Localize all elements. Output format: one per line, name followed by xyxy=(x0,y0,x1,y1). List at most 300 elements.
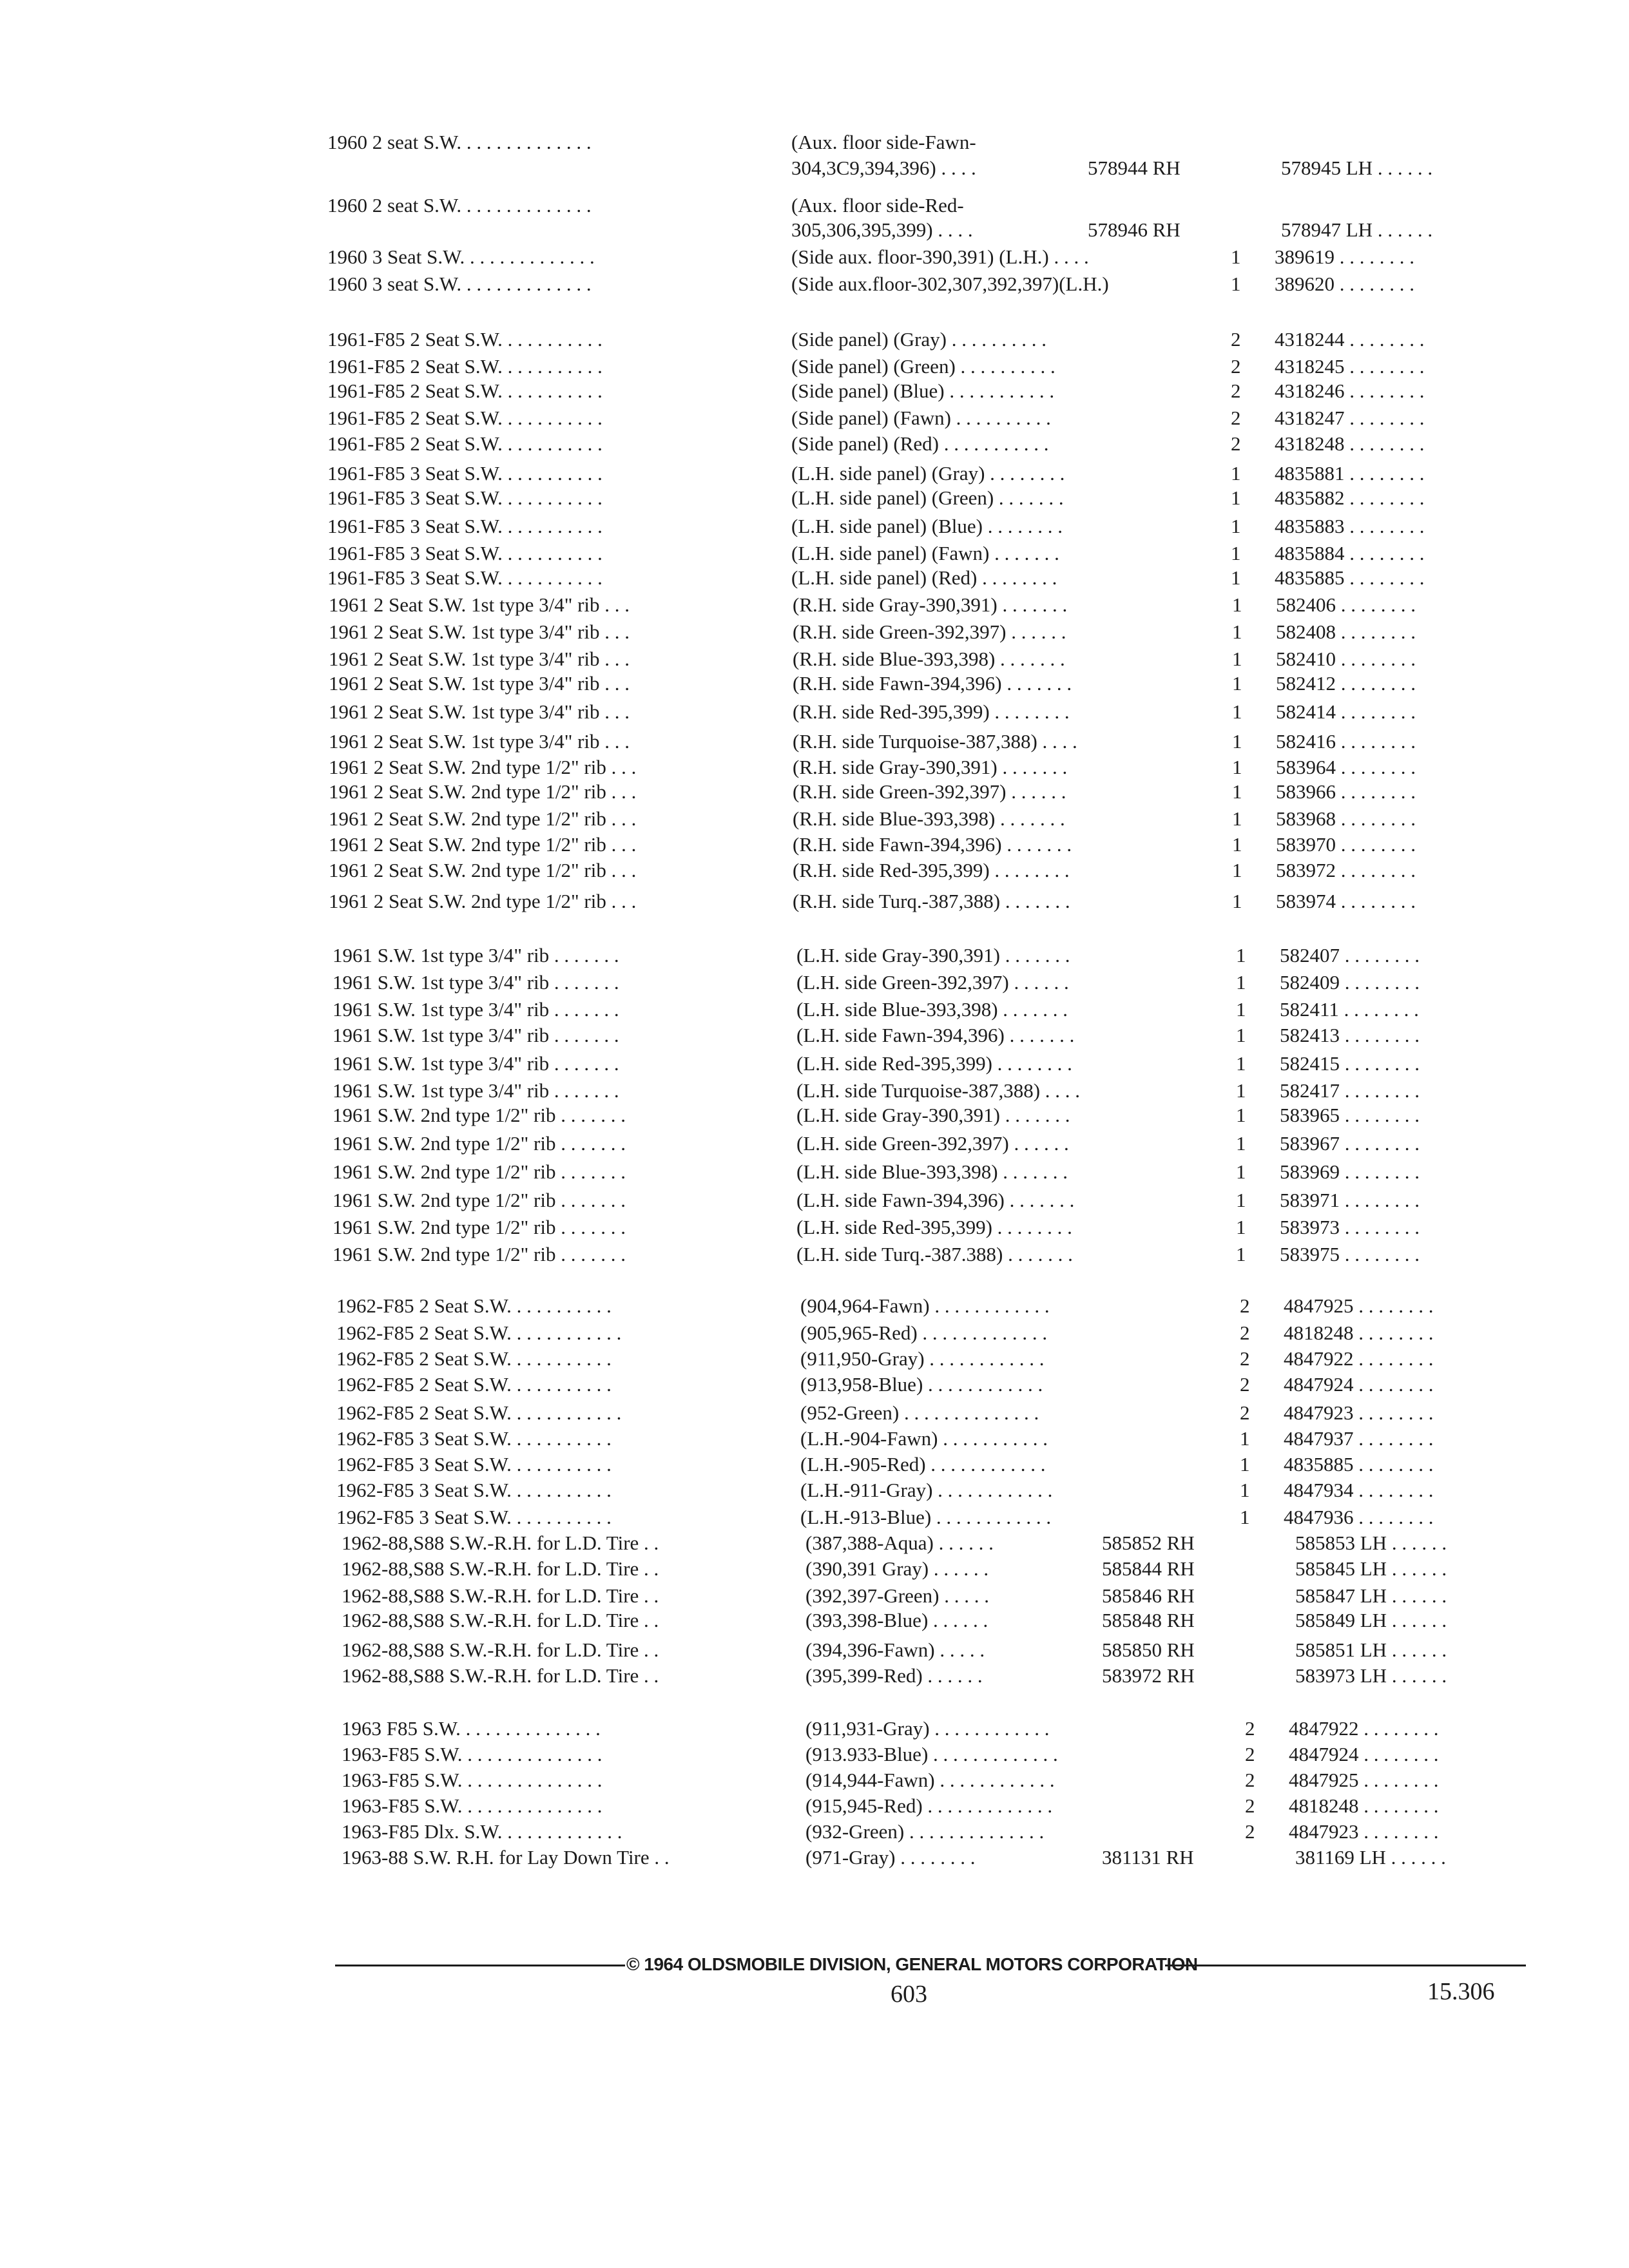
quantity: 1 xyxy=(1232,730,1242,753)
quantity: 1 xyxy=(1231,515,1241,537)
model-name: 1961 2 Seat S.W. 1st type 3/4" rib . . . xyxy=(329,593,630,616)
quantity: 1 xyxy=(1232,807,1242,830)
model-name: 1961-F85 3 Seat S.W. . . . . . . . . . . xyxy=(327,486,602,509)
part-description: (R.H. side Blue-393,398) . . . . . . . xyxy=(793,648,1065,670)
parts-row xyxy=(14,1818,1629,1845)
parts-row xyxy=(1,805,1629,832)
parts-row xyxy=(1,888,1629,915)
parts-row xyxy=(9,1293,1629,1320)
quantity: 2 xyxy=(1231,328,1241,351)
part-number: 582415 . . . . . . . . xyxy=(1280,1052,1420,1075)
part-description: (392,397-Green) . . . . . xyxy=(805,1584,989,1607)
quantity: 1 xyxy=(1236,1052,1246,1075)
parts-row xyxy=(5,1158,1629,1186)
model-name: 1963 F85 S.W. . . . . . . . . . . . . . . xyxy=(342,1717,601,1740)
parts-row xyxy=(1,754,1629,781)
lh-part-number: 583973 LH . . . . . . xyxy=(1295,1664,1447,1687)
part-description: (L.H. side Green-392,397) . . . . . . xyxy=(796,1132,1069,1155)
part-description: (L.H. side Turquoise-387,388) . . . . xyxy=(796,1079,1081,1102)
part-description: (R.H. side Gray-390,391) . . . . . . . xyxy=(793,756,1068,778)
part-number: 4318246 . . . . . . . . xyxy=(1275,380,1425,402)
part-number: 4847922 . . . . . . . . xyxy=(1289,1717,1439,1740)
parts-row xyxy=(14,1555,1629,1582)
quantity: 2 xyxy=(1231,407,1241,429)
part-description: (L.H. side Gray-390,391) . . . . . . . xyxy=(796,944,1070,966)
quantity: 2 xyxy=(1240,1347,1250,1370)
part-number: 4818248 . . . . . . . . xyxy=(1284,1321,1434,1344)
part-description: (911,950-Gray) . . . . . . . . . . . . xyxy=(800,1347,1045,1370)
quantity: 1 xyxy=(1232,756,1242,778)
part-number: 582407 . . . . . . . . xyxy=(1280,944,1420,966)
parts-row xyxy=(0,540,1629,567)
parts-row xyxy=(5,996,1629,1023)
part-description: (395,399-Red) . . . . . . xyxy=(805,1664,983,1687)
rh-part-number: 381131 RH xyxy=(1102,1846,1194,1869)
part-description: (952-Green) . . . . . . . . . . . . . . xyxy=(800,1401,1039,1424)
model-name: 1962-F85 3 Seat S.W. . . . . . . . . . . xyxy=(336,1479,612,1501)
parts-row xyxy=(5,1241,1629,1268)
part-number: 4847934 . . . . . . . . xyxy=(1284,1479,1434,1501)
quantity: 1 xyxy=(1236,1160,1246,1183)
model-name: 1960 3 seat S.W. . . . . . . . . . . . . . xyxy=(327,273,592,295)
quantity: 1 xyxy=(1240,1453,1250,1475)
parts-row xyxy=(1,646,1629,673)
part-description: (L.H.-913-Blue) . . . . . . . . . . . . xyxy=(800,1506,1052,1528)
parts-row xyxy=(0,155,1629,182)
part-number: 4818248 . . . . . . . . xyxy=(1289,1794,1439,1817)
part-description: (913.933-Blue) . . . . . . . . . . . . . xyxy=(805,1743,1058,1765)
model-name: 1962-F85 2 Seat S.W. . . . . . . . . . . . xyxy=(336,1401,622,1424)
quantity: 1 xyxy=(1236,1216,1246,1238)
part-number: 4847922 . . . . . . . . xyxy=(1284,1347,1434,1370)
parts-row xyxy=(1,619,1629,646)
quantity: 2 xyxy=(1240,1401,1250,1424)
parts-row xyxy=(0,485,1629,512)
part-description: (L.H. side Turq.-387.388) . . . . . . . xyxy=(796,1243,1073,1265)
model-name: 1961-F85 3 Seat S.W. . . . . . . . . . . xyxy=(327,566,602,589)
model-name: 1961 S.W. 1st type 3/4" rib . . . . . . . xyxy=(333,1079,619,1102)
quantity: 1 xyxy=(1236,1189,1246,1211)
model-name: 1962-F85 2 Seat S.W. . . . . . . . . . . . xyxy=(336,1321,622,1344)
quantity: 1 xyxy=(1232,648,1242,670)
rh-part-number: 578944 RH xyxy=(1088,157,1181,179)
part-description: (L.H. side panel) (Fawn) . . . . . . . xyxy=(791,542,1059,564)
lh-part-number: 585845 LH . . . . . . xyxy=(1295,1557,1447,1580)
part-number: 582410 . . . . . . . . xyxy=(1276,648,1416,670)
model-name: 1961 S.W. 2nd type 1/2" rib . . . . . . . xyxy=(333,1160,626,1183)
footer-copyright: © 1964 OLDSMOBILE DIVISION, GENERAL MOTORS CORPORATION xyxy=(626,1954,1198,1974)
rh-part-number: 585844 RH xyxy=(1102,1557,1195,1580)
model-name: 1961 2 Seat S.W. 2nd type 1/2" rib . . . xyxy=(329,756,637,778)
model-name: 1962-88,S88 S.W.-R.H. for L.D. Tire . . xyxy=(342,1557,659,1580)
model-name: 1960 2 seat S.W. . . . . . . . . . . . . . xyxy=(327,194,592,216)
quantity: 1 xyxy=(1232,780,1242,803)
part-description: (Side aux.floor-302,307,392,397)(L.H.) xyxy=(791,273,1109,295)
part-description: (393,398-Blue) . . . . . . xyxy=(805,1609,988,1631)
model-name: 1962-F85 2 Seat S.W. . . . . . . . . . . xyxy=(336,1347,612,1370)
part-number: 4318247 . . . . . . . . xyxy=(1275,407,1425,429)
model-name: 1962-F85 2 Seat S.W. . . . . . . . . . . xyxy=(336,1294,612,1317)
part-number: 583974 . . . . . . . . xyxy=(1276,890,1416,912)
model-name: 1962-88,S88 S.W.-R.H. for L.D. Tire . . xyxy=(342,1664,659,1687)
part-number: 4847924 . . . . . . . . xyxy=(1289,1743,1439,1765)
parts-row xyxy=(14,1844,1629,1871)
part-description: (390,391 Gray) . . . . . . xyxy=(805,1557,989,1580)
rh-part-number: 585852 RH xyxy=(1102,1532,1195,1554)
model-name: 1963-F85 S.W. . . . . . . . . . . . . . . xyxy=(342,1769,602,1791)
part-number: 583969 . . . . . . . . xyxy=(1280,1160,1420,1183)
part-number: 583966 . . . . . . . . xyxy=(1276,780,1416,803)
quantity: 1 xyxy=(1236,944,1246,966)
quantity: 1 xyxy=(1232,700,1242,723)
quantity: 1 xyxy=(1232,833,1242,856)
quantity: 1 xyxy=(1240,1479,1250,1501)
footer-rule-right xyxy=(1165,1965,1526,1966)
model-name: 1961-F85 2 Seat S.W. . . . . . . . . . . xyxy=(327,328,602,351)
parts-row xyxy=(0,353,1629,380)
quantity: 2 xyxy=(1245,1820,1255,1843)
quantity: 1 xyxy=(1240,1427,1250,1450)
model-name: 1962-F85 3 Seat S.W. . . . . . . . . . . xyxy=(336,1506,612,1528)
lh-part-number: 585851 LH . . . . . . xyxy=(1295,1639,1447,1661)
model-name: 1961 S.W. 2nd type 1/2" rib . . . . . . . xyxy=(333,1104,626,1126)
parts-row xyxy=(0,378,1629,405)
part-description: (Aux. floor side-Fawn- xyxy=(791,131,976,153)
part-description: (L.H. side panel) (Red) . . . . . . . . xyxy=(791,566,1057,589)
parts-row xyxy=(9,1320,1629,1347)
parts-row xyxy=(0,564,1629,591)
part-description: (L.H. side Red-395,399) . . . . . . . . xyxy=(796,1216,1072,1238)
quantity: 2 xyxy=(1231,355,1241,378)
lh-part-number: 578947 LH . . . . . . xyxy=(1281,218,1433,241)
parts-row xyxy=(5,1130,1629,1157)
parts-row xyxy=(0,244,1629,271)
part-number: 583971 . . . . . . . . xyxy=(1280,1189,1420,1211)
part-description: (R.H. side Green-392,397) . . . . . . xyxy=(793,780,1066,803)
parts-row xyxy=(1,857,1629,884)
model-name: 1961 2 Seat S.W. 2nd type 1/2" rib . . . xyxy=(329,890,637,912)
quantity: 1 xyxy=(1232,672,1242,695)
quantity: 1 xyxy=(1231,542,1241,564)
quantity: 1 xyxy=(1232,620,1242,643)
parts-row xyxy=(14,1767,1629,1794)
part-number: 582413 . . . . . . . . xyxy=(1280,1024,1420,1046)
parts-row xyxy=(14,1582,1629,1610)
quantity: 1 xyxy=(1236,1104,1246,1126)
rh-part-number: 585848 RH xyxy=(1102,1609,1195,1631)
rh-part-number: 585846 RH xyxy=(1102,1584,1195,1607)
part-description: (971-Gray) . . . . . . . . xyxy=(805,1846,976,1869)
parts-row xyxy=(0,216,1629,244)
part-description: (L.H. side Blue-393,398) . . . . . . . xyxy=(796,998,1068,1021)
model-name: 1961 2 Seat S.W. 1st type 3/4" rib . . . xyxy=(329,700,630,723)
part-description: (L.H. side Blue-393,398) . . . . . . . xyxy=(796,1160,1068,1183)
part-number: 582411 . . . . . . . . xyxy=(1280,998,1419,1021)
parts-row xyxy=(14,1607,1629,1634)
parts-row xyxy=(14,1530,1629,1557)
part-number: 389620 . . . . . . . . xyxy=(1275,273,1414,295)
part-number: 583967 . . . . . . . . xyxy=(1280,1132,1420,1155)
parts-row xyxy=(5,1187,1629,1214)
part-description: (Side panel) (Blue) . . . . . . . . . . . xyxy=(791,380,1055,402)
model-name: 1961 S.W. 2nd type 1/2" rib . . . . . . . xyxy=(333,1189,626,1211)
quantity: 1 xyxy=(1232,593,1242,616)
quantity: 1 xyxy=(1231,566,1241,589)
parts-row xyxy=(9,1477,1629,1504)
parts-row xyxy=(5,942,1629,969)
part-description: (L.H. side panel) (Green) . . . . . . . xyxy=(791,486,1064,509)
footer-rule-left xyxy=(335,1965,625,1966)
part-description: (L.H. side Green-392,397) . . . . . . xyxy=(796,971,1069,994)
part-description: (Side panel) (Gray) . . . . . . . . . . xyxy=(791,328,1047,351)
part-description: (L.H.-905-Red) . . . . . . . . . . . . xyxy=(800,1453,1046,1475)
part-number: 4847923 . . . . . . . . xyxy=(1284,1401,1434,1424)
lh-part-number: 585847 LH . . . . . . xyxy=(1295,1584,1447,1607)
parts-row xyxy=(5,969,1629,996)
parts-row xyxy=(14,1637,1629,1664)
quantity: 2 xyxy=(1245,1743,1255,1765)
part-description: (914,944-Fawn) . . . . . . . . . . . . xyxy=(805,1769,1055,1791)
part-number: 582406 . . . . . . . . xyxy=(1276,593,1416,616)
quantity: 2 xyxy=(1231,432,1241,455)
parts-row xyxy=(0,430,1629,457)
quantity: 2 xyxy=(1245,1794,1255,1817)
model-name: 1961 S.W. 1st type 3/4" rib . . . . . . . xyxy=(333,1024,619,1046)
part-number: 582408 . . . . . . . . xyxy=(1276,620,1416,643)
part-number: 582417 . . . . . . . . xyxy=(1280,1079,1420,1102)
part-number: 583965 . . . . . . . . xyxy=(1280,1104,1420,1126)
part-description: (R.H. side Red-395,399) . . . . . . . . xyxy=(793,700,1070,723)
model-name: 1961-F85 2 Seat S.W. . . . . . . . . . . xyxy=(327,432,602,455)
parts-row xyxy=(9,1425,1629,1452)
part-number: 4847925 . . . . . . . . xyxy=(1289,1769,1439,1791)
part-description: (L.H. side Red-395,399) . . . . . . . . xyxy=(796,1052,1072,1075)
rh-part-number: 578946 RH xyxy=(1088,218,1181,241)
part-number: 583970 . . . . . . . . xyxy=(1276,833,1416,856)
part-description: (R.H. side Green-392,397) . . . . . . xyxy=(793,620,1066,643)
page-number: 603 xyxy=(891,1981,927,2008)
rh-part-number: 583972 RH xyxy=(1102,1664,1195,1687)
part-description: (L.H. side Fawn-394,396) . . . . . . . xyxy=(796,1024,1075,1046)
parts-row xyxy=(0,405,1629,432)
model-name: 1961-F85 3 Seat S.W. . . . . . . . . . . xyxy=(327,542,602,564)
quantity: 1 xyxy=(1232,859,1242,881)
quantity: 2 xyxy=(1240,1321,1250,1344)
model-name: 1963-F85 S.W. . . . . . . . . . . . . . . xyxy=(342,1743,602,1765)
quantity: 1 xyxy=(1236,998,1246,1021)
parts-row xyxy=(9,1451,1629,1478)
part-number: 4835885 . . . . . . . . xyxy=(1284,1453,1434,1475)
quantity: 1 xyxy=(1240,1506,1250,1528)
part-number: 583968 . . . . . . . . xyxy=(1276,807,1416,830)
model-name: 1961 2 Seat S.W. 2nd type 1/2" rib . . . xyxy=(329,807,637,830)
model-name: 1960 2 seat S.W. . . . . . . . . . . . . . xyxy=(327,131,592,153)
model-name: 1962-F85 3 Seat S.W. . . . . . . . . . . xyxy=(336,1453,612,1475)
part-number: 582412 . . . . . . . . xyxy=(1276,672,1416,695)
model-name: 1960 3 Seat S.W. . . . . . . . . . . . . . xyxy=(327,245,595,268)
part-number: 582414 . . . . . . . . xyxy=(1276,700,1416,723)
model-name: 1963-88 S.W. R.H. for Lay Down Tire . . xyxy=(342,1846,670,1869)
part-description: 305,306,395,399) . . . . xyxy=(791,218,973,241)
model-name: 1961 S.W. 1st type 3/4" rib . . . . . . . xyxy=(333,971,619,994)
parts-row xyxy=(0,271,1629,298)
lh-part-number: 585849 LH . . . . . . xyxy=(1295,1609,1447,1631)
part-description: (394,396-Fawn) . . . . . xyxy=(805,1639,985,1661)
model-name: 1961 2 Seat S.W. 1st type 3/4" rib . . . xyxy=(329,648,630,670)
model-name: 1961 S.W. 1st type 3/4" rib . . . . . . . xyxy=(333,944,619,966)
model-name: 1961 2 Seat S.W. 1st type 3/4" rib . . . xyxy=(329,620,630,643)
model-name: 1961 S.W. 1st type 3/4" rib . . . . . . . xyxy=(333,1052,619,1075)
model-name: 1961-F85 3 Seat S.W. . . . . . . . . . . xyxy=(327,515,602,537)
quantity: 1 xyxy=(1231,486,1241,509)
part-description: (905,965-Red) . . . . . . . . . . . . . xyxy=(800,1321,1048,1344)
model-name: 1961-F85 2 Seat S.W. . . . . . . . . . . xyxy=(327,355,602,378)
part-number: 4318244 . . . . . . . . xyxy=(1275,328,1425,351)
parts-row xyxy=(5,1050,1629,1077)
model-name: 1961-F85 2 Seat S.W. . . . . . . . . . . xyxy=(327,380,602,402)
model-name: 1963-F85 S.W. . . . . . . . . . . . . . . xyxy=(342,1794,602,1817)
model-name: 1962-88,S88 S.W.-R.H. for L.D. Tire . . xyxy=(342,1532,659,1554)
model-name: 1961 S.W. 2nd type 1/2" rib . . . . . . . xyxy=(333,1243,626,1265)
part-number: 4318248 . . . . . . . . xyxy=(1275,432,1425,455)
model-name: 1961-F85 2 Seat S.W. . . . . . . . . . . xyxy=(327,407,602,429)
part-description: (Side panel) (Fawn) . . . . . . . . . . xyxy=(791,407,1051,429)
parts-row xyxy=(14,1662,1629,1689)
model-name: 1961 S.W. 1st type 3/4" rib . . . . . . . xyxy=(333,998,619,1021)
part-description: (Side panel) (Red) . . . . . . . . . . . xyxy=(791,432,1049,455)
model-name: 1961 2 Seat S.W. 1st type 3/4" rib . . . xyxy=(329,730,630,753)
parts-row xyxy=(14,1792,1629,1820)
part-number: 4847937 . . . . . . . . xyxy=(1284,1427,1434,1450)
part-description: (L.H. side Gray-390,391) . . . . . . . xyxy=(796,1104,1070,1126)
quantity: 1 xyxy=(1231,245,1241,268)
parts-row xyxy=(5,1022,1629,1049)
parts-row xyxy=(1,698,1629,726)
model-name: 1962-88,S88 S.W.-R.H. for L.D. Tire . . xyxy=(342,1584,659,1607)
rh-part-number: 585850 RH xyxy=(1102,1639,1195,1661)
part-description: (915,945-Red) . . . . . . . . . . . . . xyxy=(805,1794,1053,1817)
part-description: (R.H. side Gray-390,391) . . . . . . . xyxy=(793,593,1068,616)
parts-row xyxy=(5,1077,1629,1104)
model-name: 1962-F85 2 Seat S.W. . . . . . . . . . . xyxy=(336,1373,612,1396)
parts-row xyxy=(14,1741,1629,1768)
parts-row xyxy=(9,1371,1629,1398)
part-number: 4835884 . . . . . . . . xyxy=(1275,542,1425,564)
quantity: 2 xyxy=(1231,380,1241,402)
parts-row xyxy=(9,1345,1629,1372)
quantity: 1 xyxy=(1236,971,1246,994)
parts-row xyxy=(0,326,1629,353)
parts-row xyxy=(0,513,1629,540)
lh-part-number: 578945 LH . . . . . . xyxy=(1281,157,1433,179)
quantity: 2 xyxy=(1240,1373,1250,1396)
part-number: 582409 . . . . . . . . xyxy=(1280,971,1420,994)
part-description: (R.H. side Fawn-394,396) . . . . . . . xyxy=(793,833,1072,856)
quantity: 1 xyxy=(1236,1243,1246,1265)
part-number: 4847923 . . . . . . . . xyxy=(1289,1820,1439,1843)
parts-row xyxy=(14,1715,1629,1742)
parts-row xyxy=(1,670,1629,697)
part-number: 583973 . . . . . . . . xyxy=(1280,1216,1420,1238)
part-number: 4847924 . . . . . . . . xyxy=(1284,1373,1434,1396)
part-number: 4847936 . . . . . . . . xyxy=(1284,1506,1434,1528)
quantity: 1 xyxy=(1231,462,1241,485)
part-description: (L.H.-911-Gray) . . . . . . . . . . . . xyxy=(800,1479,1053,1501)
quantity: 2 xyxy=(1245,1717,1255,1740)
quantity: 1 xyxy=(1236,1024,1246,1046)
part-description: (R.H. side Red-395,399) . . . . . . . . xyxy=(793,859,1070,881)
quantity: 1 xyxy=(1231,273,1241,295)
part-number: 583975 . . . . . . . . xyxy=(1280,1243,1420,1265)
quantity: 1 xyxy=(1232,890,1242,912)
model-name: 1961 S.W. 2nd type 1/2" rib . . . . . . . xyxy=(333,1132,626,1155)
part-number: 4835881 . . . . . . . . xyxy=(1275,462,1425,485)
part-description: (904,964-Fawn) . . . . . . . . . . . . xyxy=(800,1294,1050,1317)
part-number: 4847925 . . . . . . . . xyxy=(1284,1294,1434,1317)
part-number: 4835883 . . . . . . . . xyxy=(1275,515,1425,537)
parts-row xyxy=(0,192,1629,219)
model-name: 1962-88,S88 S.W.-R.H. for L.D. Tire . . xyxy=(342,1639,659,1661)
part-description: 304,3C9,394,396) . . . . xyxy=(791,157,976,179)
model-name: 1961-F85 3 Seat S.W. . . . . . . . . . . xyxy=(327,462,602,485)
quantity: 2 xyxy=(1245,1769,1255,1791)
parts-row xyxy=(0,129,1629,156)
part-description: (932-Green) . . . . . . . . . . . . . . xyxy=(805,1820,1045,1843)
part-description: (L.H.-904-Fawn) . . . . . . . . . . . xyxy=(800,1427,1048,1450)
part-description: (911,931-Gray) . . . . . . . . . . . . xyxy=(805,1717,1050,1740)
parts-row xyxy=(1,591,1629,619)
parts-row xyxy=(5,1214,1629,1241)
lh-part-number: 381169 LH . . . . . . xyxy=(1295,1846,1446,1869)
part-description: (L.H. side panel) (Blue) . . . . . . . . xyxy=(791,515,1063,537)
part-description: (387,388-Aqua) . . . . . . xyxy=(805,1532,994,1554)
part-number: 389619 . . . . . . . . xyxy=(1275,245,1414,268)
model-name: 1962-F85 3 Seat S.W. . . . . . . . . . . xyxy=(336,1427,612,1450)
model-name: 1961 2 Seat S.W. 2nd type 1/2" rib . . . xyxy=(329,780,637,803)
model-name: 1961 S.W. 2nd type 1/2" rib . . . . . . . xyxy=(333,1216,626,1238)
model-name: 1961 2 Seat S.W. 1st type 3/4" rib . . . xyxy=(329,672,630,695)
part-description: (L.H. side Fawn-394,396) . . . . . . . xyxy=(796,1189,1075,1211)
quantity: 1 xyxy=(1236,1132,1246,1155)
part-description: (Aux. floor side-Red- xyxy=(791,194,964,216)
parts-row xyxy=(9,1399,1629,1427)
part-number: 4835885 . . . . . . . . xyxy=(1275,566,1425,589)
part-description: (R.H. side Blue-393,398) . . . . . . . xyxy=(793,807,1065,830)
model-name: 1961 2 Seat S.W. 2nd type 1/2" rib . . . xyxy=(329,833,637,856)
parts-row xyxy=(0,460,1629,487)
model-name: 1962-88,S88 S.W.-R.H. for L.D. Tire . . xyxy=(342,1609,659,1631)
part-number: 4318245 . . . . . . . . xyxy=(1275,355,1425,378)
parts-row xyxy=(1,831,1629,858)
part-description: (L.H. side panel) (Gray) . . . . . . . . xyxy=(791,462,1065,485)
part-description: (Side aux. floor-390,391) (L.H.) . . . . xyxy=(791,245,1089,268)
part-description: (R.H. side Fawn-394,396) . . . . . . . xyxy=(793,672,1072,695)
parts-row xyxy=(1,778,1629,805)
part-description: (R.H. side Turq.-387,388) . . . . . . . xyxy=(793,890,1070,912)
part-number: 583972 . . . . . . . . xyxy=(1276,859,1416,881)
parts-row xyxy=(1,728,1629,755)
parts-row xyxy=(5,1102,1629,1129)
model-name: 1961 2 Seat S.W. 2nd type 1/2" rib . . . xyxy=(329,859,637,881)
quantity: 2 xyxy=(1240,1294,1250,1317)
parts-row xyxy=(9,1504,1629,1531)
part-number: 4835882 . . . . . . . . xyxy=(1275,486,1425,509)
lh-part-number: 585853 LH . . . . . . xyxy=(1295,1532,1447,1554)
part-description: (R.H. side Turquoise-387,388) . . . . xyxy=(793,730,1077,753)
part-description: (913,958-Blue) . . . . . . . . . . . . xyxy=(800,1373,1043,1396)
part-number: 582416 . . . . . . . . xyxy=(1276,730,1416,753)
part-description: (Side panel) (Green) . . . . . . . . . . xyxy=(791,355,1055,378)
